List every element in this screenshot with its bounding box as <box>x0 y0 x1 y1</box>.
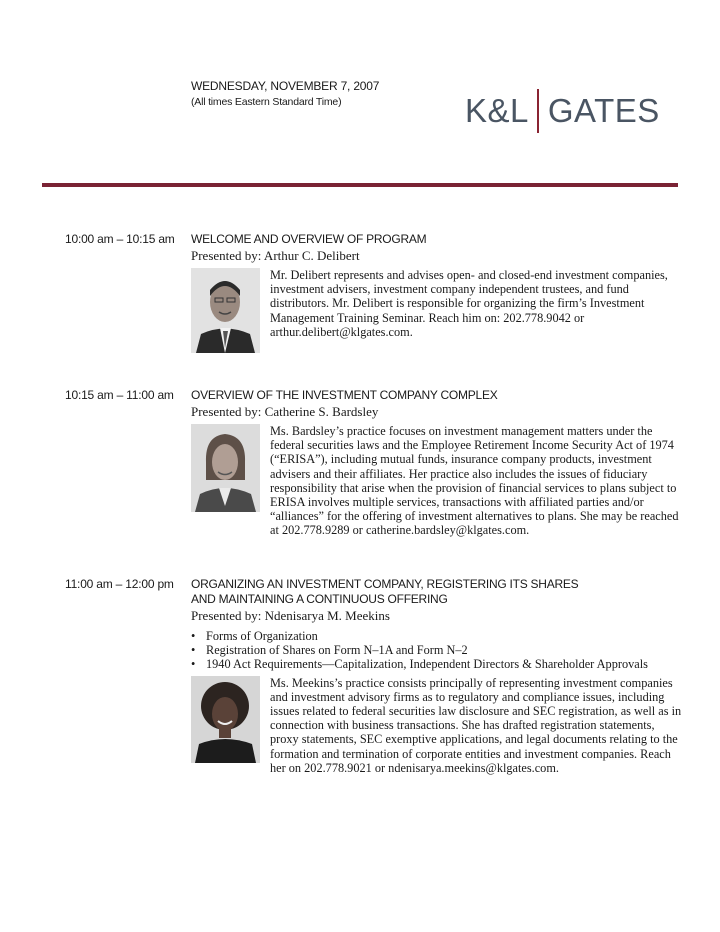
session-title: OVERVIEW OF THE INVESTMENT COMPANY COMPLEX <box>191 388 498 402</box>
presenter-bio: Ms. Bardsley’s practice focuses on investment management matters under the federal securities laws and the Employee Retirement Income Security Act of 1974 (“ERISA”), including mutual funds, insurance company products, investment advisers and their affiliates. Her practice also includes the issues of fiduciary responsibility that arise when the provision of financial services to plans subject to ERISA involves multiple services, transactions with affiliated parties and/or “alliances” for the offering of investment alternatives to plans. She may be reached at 202.778.9289 or catherine.bardsley@klgates.com. <box>270 424 679 538</box>
session-time: 10:00 am – 10:15 am <box>65 232 175 246</box>
topic-list <box>191 629 681 672</box>
header-note: (All times Eastern Standard Time) <box>191 96 342 108</box>
bio-row <box>191 676 681 775</box>
presenter-photo <box>191 268 260 353</box>
session-title-line-1: ORGANIZING AN INVESTMENT COMPANY, REGISTERING ITS SHARES <box>191 577 579 591</box>
presenter-photo <box>191 676 260 763</box>
list-item: • 1940 Act Requirements—Capitalization, Independent Directors & Shareholder Approvals <box>191 657 681 671</box>
session-title: WELCOME AND OVERVIEW OF PROGRAM <box>191 232 427 246</box>
session-presenter: Presented by: Arthur C. Delibert <box>191 248 360 263</box>
logo-right-text: GATES <box>547 92 660 129</box>
presenter-photo <box>191 424 260 512</box>
presenter-bio: Mr. Delibert represents and advises open- and closed-end investment companies, investment advisers, investment company independent trustees, and fund distributors. Mr. Delibert is responsible for organizing the firm’s Investment Management Training Seminar. Reach him on: 202.778.9042 or arthur.delibert@klgates.com. <box>270 268 668 339</box>
bio-row <box>191 424 681 538</box>
session-content <box>191 388 681 538</box>
list-item: • Forms of Organization <box>191 629 681 643</box>
kl-gates-logo <box>465 90 660 132</box>
list-item: • Registration of Shares on Form N–1A and Form N–2 <box>191 643 681 657</box>
logo-divider <box>537 89 539 133</box>
header-rule <box>42 183 678 187</box>
session-presenter: Presented by: Ndenisarya M. Meekins <box>191 608 390 623</box>
session-presenter: Presented by: Catherine S. Bardsley <box>191 404 379 419</box>
session-content <box>191 232 681 339</box>
session-time: 10:15 am – 11:00 am <box>65 388 174 402</box>
session-title-line-2: AND MAINTAINING A CONTINUOUS OFFERING <box>191 592 448 606</box>
session-time: 11:00 am – 12:00 pm <box>65 577 174 591</box>
bio-row <box>191 268 681 339</box>
session-content <box>191 577 681 775</box>
logo-left-text: K&L <box>465 92 529 129</box>
header-date: WEDNESDAY, NOVEMBER 7, 2007 <box>191 79 380 93</box>
presenter-bio: Ms. Meekins’s practice consists principally of representing investment companies and investment advisory firms as to regulatory and compliance issues, including issues related to federal securities law disclosure and SEC registration, as well as in connection with business transactions. She has drafted registration statements, proxy statements, SEC exemptive applications, and legal documents relating to the formation and termination of corporate entities and investment companies. Reach her on 202.778.9021 or ndenisarya.meekins@klgates.com. <box>270 675 682 775</box>
